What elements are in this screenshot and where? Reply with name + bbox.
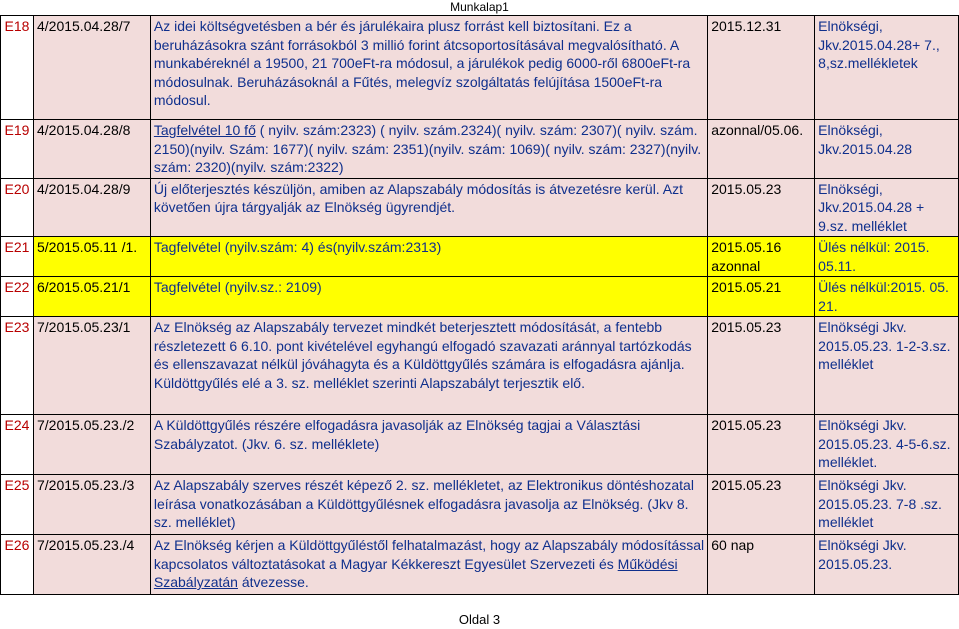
- cell-deadline[interactable]: 2015.05.23: [708, 475, 815, 535]
- cell-decision-number[interactable]: 4/2015.04.28/7: [33, 16, 150, 120]
- table-row: [1, 277, 959, 317]
- cell-decision-number[interactable]: 4/2015.04.28/8: [33, 120, 150, 179]
- row-header[interactable]: E18: [1, 16, 34, 120]
- regulation-text-underlined: Működési Szabályzatán: [153, 555, 678, 590]
- decision-table: [0, 15, 959, 595]
- cell-decision-text[interactable]: [150, 535, 707, 595]
- cell-reference[interactable]: Ülés nélkül: 2015. 05.11.: [815, 237, 959, 277]
- table-row: [1, 415, 959, 475]
- table-row: [1, 317, 959, 415]
- cell-decision-text[interactable]: Az Elnökség az Alapszabály tervezet mindkét beterjesztett módosítását, a fentebb részletezett 6 6.10. pont kivételével egyhangú elfogadó szavazati aránnyal tartózkodás és ellenszavazat nélkül jóváhagyta és a Küldöttgyűlés számára is elfogadásra ajánlja. Küldöttgyűlés elé a 3. sz. melléklet szerinti Alapszabályt terjesztik elő.: [150, 317, 707, 415]
- cell-deadline[interactable]: 60 nap: [708, 535, 815, 595]
- cell-reference[interactable]: Elnökségi, Jkv.2015.04.28: [815, 120, 959, 179]
- cell-deadline[interactable]: 2015.05.23: [708, 415, 815, 475]
- cell-deadline[interactable]: 2015.05.21: [708, 277, 815, 317]
- cell-reference[interactable]: Elnökségi Jkv. 2015.05.23. 7-8 .sz. melléklet: [815, 475, 959, 535]
- row-header[interactable]: E19: [1, 120, 34, 179]
- row-header[interactable]: E26: [1, 535, 34, 595]
- membership-text-underlined: Tagfelvétel 10 fő: [153, 122, 256, 138]
- cell-reference[interactable]: Elnökségi Jkv. 2015.05.23. 4-5-6.sz. melléklet.: [815, 415, 959, 475]
- cell-decision-number[interactable]: 7/2015.05.23./4: [33, 535, 150, 595]
- membership-text-rest: ( nyilv. szám:2323) ( nyilv. szám.2324)( nyilv. szám: 2307)( nyilv. szám. 2150)(nyilv. Szám: 1677)( nyilv. szám: 2351)(nyilv. szám: 1069)( nyilv. szám: 2327)(nyilv. szám: 2320)(nyilv. szám:2322): [153, 122, 702, 175]
- cell-decision-text[interactable]: Az idei költségvetésben a bér és járulékaira plusz forrást kell biztosítani. Ez a beruházásokra szánt forrásokból 3 millió forint átcsoportosításával megvalósítható. A munkabéreknél a 19500, 21 700eFt-ra módosul, a járulékok pedig 6000-ről 6800eFt-ra módosulnak. Beruházásoknál a Fűtés, melegvíz szolgáltatás felújítása 1500eFt-ra módosul.: [150, 16, 707, 120]
- cell-reference[interactable]: Elnökségi, Jkv.2015.04.28+ 7., 8,sz.mellékletek: [815, 16, 959, 120]
- cell-decision-text[interactable]: [150, 120, 707, 179]
- table-row: [1, 16, 959, 120]
- row-header[interactable]: E24: [1, 415, 34, 475]
- cell-decision-text[interactable]: Tagfelvétel (nyilv.sz.: 2109): [150, 277, 707, 317]
- table-row: [1, 535, 959, 595]
- page-footer: Oldal 3: [458, 612, 501, 627]
- cell-decision-text[interactable]: Az Alapszabály szerves részét képező 2. sz. mellékletet, az Elektronikus döntéshozatal leírása vonatkozásában a Küldöttgyűlésnek elfogadásra javasolja az Elnökség. (Jkv 8. sz. melléklet): [150, 475, 707, 535]
- cell-decision-text[interactable]: Új előterjesztés készüljön, amiben az Alapszabály módosítás is átvezetésre kerül. Azt követően újra tárgyalják az Elnökség ügyrendjét.: [150, 178, 707, 237]
- table-row: [1, 475, 959, 535]
- cell-decision-number[interactable]: 7/2015.05.23./2: [33, 415, 150, 475]
- sheet-title: Munkalap1: [450, 0, 509, 14]
- authorization-text: Az Elnökség kérjen a Küldöttgyűléstől felhatalmazást, hogy az Alapszabály módosítással kapcsolatos változtatásokat a Magyar Kékkereszt Egyesület Szervezeti és: [153, 537, 705, 572]
- table-row: [1, 237, 959, 277]
- cell-decision-number[interactable]: 7/2015.05.23./3: [33, 475, 150, 535]
- cell-decision-number[interactable]: 7/2015.05.23/1: [33, 317, 150, 415]
- cell-decision-text[interactable]: Tagfelvétel (nyilv.szám: 4) és(nyilv.szám:2313): [150, 237, 707, 277]
- authorization-text-end: átvezesse.: [237, 574, 309, 590]
- cell-decision-text[interactable]: A Küldöttgyűlés részére elfogadásra javasolják az Elnökség tagjai a Választási Szabályzatot. (Jkv. 6. sz. melléklete): [150, 415, 707, 475]
- cell-deadline[interactable]: 2015.05.23: [708, 317, 815, 415]
- row-header[interactable]: E20: [1, 178, 34, 237]
- row-header[interactable]: E22: [1, 277, 34, 317]
- cell-decision-number[interactable]: 5/2015.05.11 /1.: [33, 237, 150, 277]
- cell-decision-number[interactable]: 6/2015.05.21/1: [33, 277, 150, 317]
- row-header[interactable]: E21: [1, 237, 34, 277]
- cell-deadline[interactable]: 2015.05.16 azonnal: [708, 237, 815, 277]
- cell-reference[interactable]: Ülés nélkül:2015. 05. 21.: [815, 277, 959, 317]
- cell-reference[interactable]: Elnökségi Jkv. 2015.05.23.: [815, 535, 959, 595]
- table-row: [1, 178, 959, 237]
- cell-deadline[interactable]: 2015.12.31: [708, 16, 815, 120]
- cell-reference[interactable]: Elnökségi, Jkv.2015.04.28 + 9.sz. melléklet: [815, 178, 959, 237]
- table-row: [1, 120, 959, 179]
- cell-deadline[interactable]: azonnal/05.06.: [708, 120, 815, 179]
- cell-deadline[interactable]: 2015.05.23: [708, 178, 815, 237]
- row-header[interactable]: E25: [1, 475, 34, 535]
- cell-decision-number[interactable]: 4/2015.04.28/9: [33, 178, 150, 237]
- cell-reference[interactable]: Elnökségi Jkv. 2015.05.23. 1-2-3.sz. melléklet: [815, 317, 959, 415]
- row-header[interactable]: E23: [1, 317, 34, 415]
